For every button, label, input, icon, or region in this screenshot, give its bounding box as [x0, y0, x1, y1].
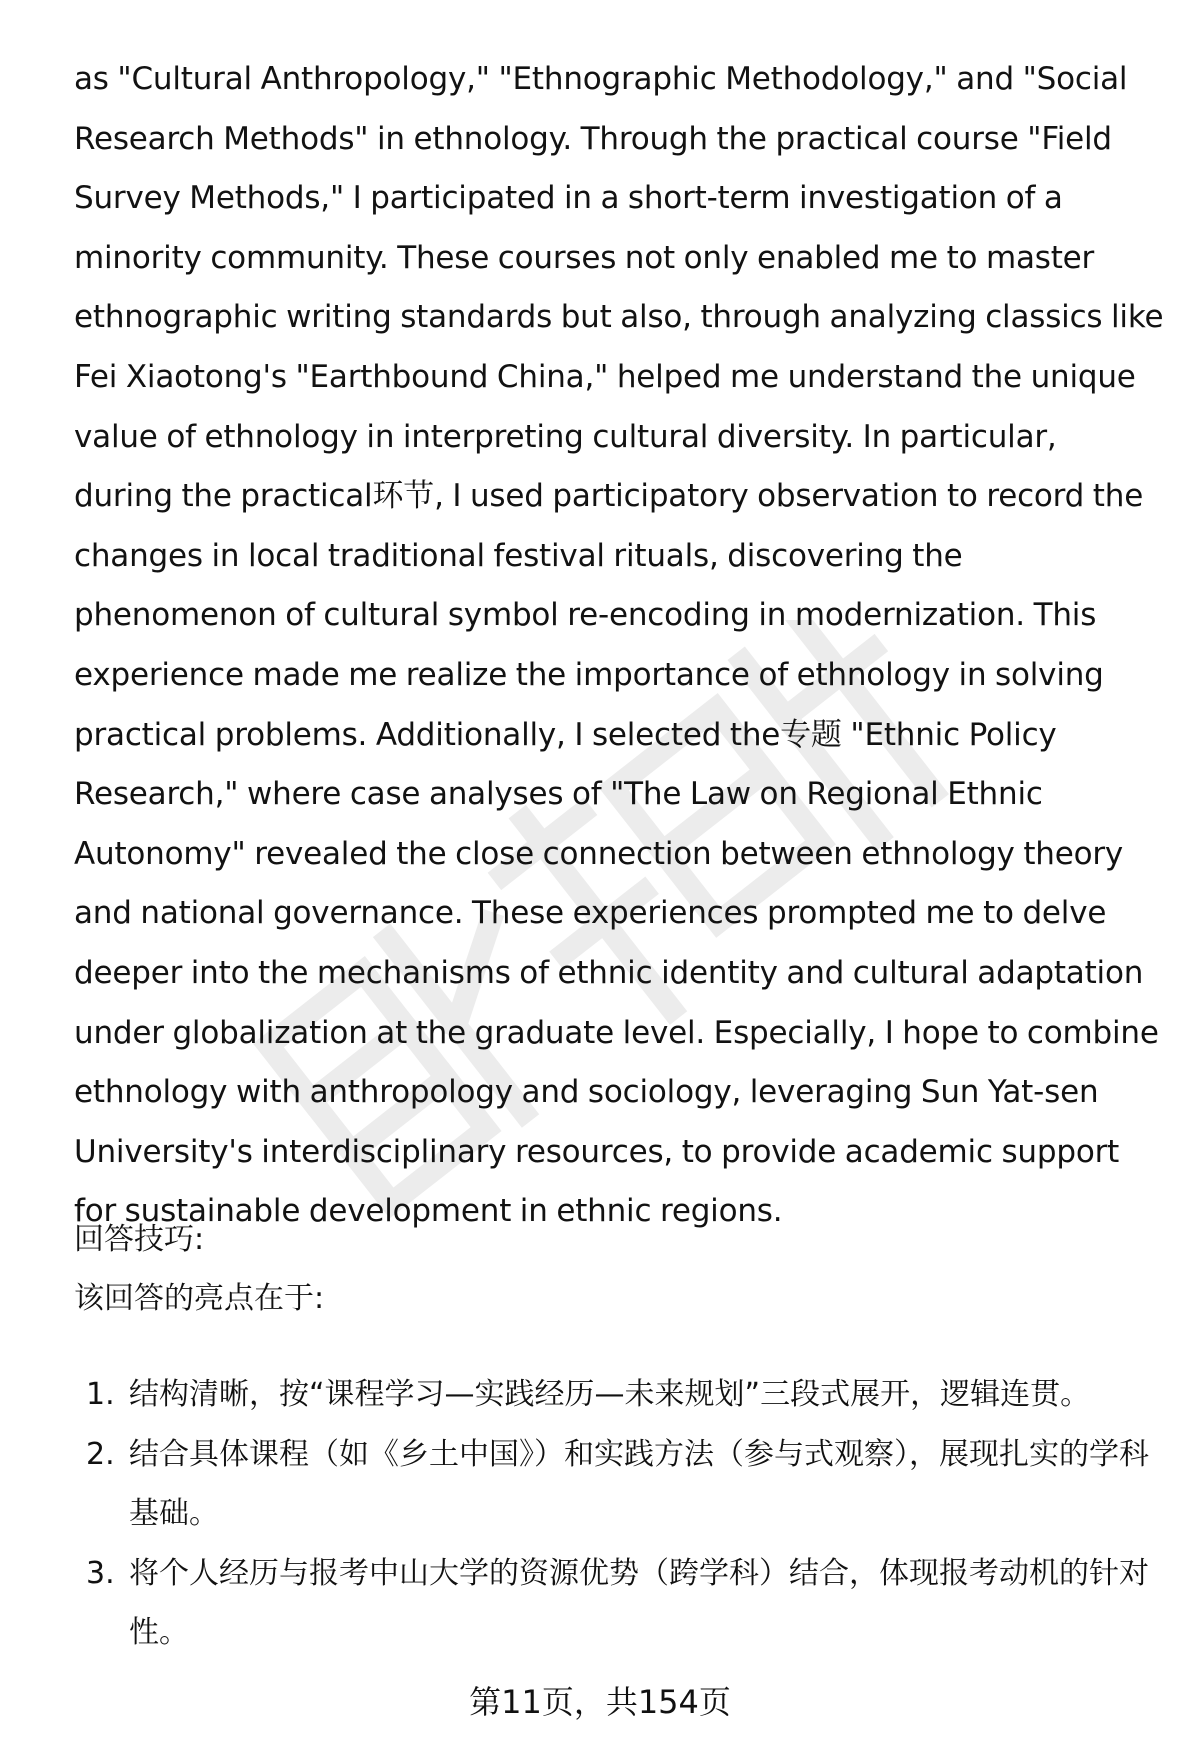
- tips-intro: 该回答的亮点在于:: [74, 1281, 325, 1316]
- list-item: [74, 1425, 1154, 1544]
- list-item-number: 1.: [86, 1377, 115, 1412]
- tips-heading: 回答技巧:: [74, 1222, 205, 1257]
- list-item-text: 将个人经历与报考中山大学的资源优势（跨学科）结合，体现报考动机的针对性。: [129, 1555, 1149, 1650]
- page-number: 第11页，共154页: [469, 1683, 731, 1721]
- list-item-text: 结合具体课程（如《乡土中国》）和实践方法（参与式观察），展现扎实的学科基础。: [129, 1436, 1149, 1531]
- list-item: [74, 1365, 1154, 1425]
- list-item: [74, 1544, 1154, 1663]
- list-item-text: 结构清晰，按“课程学习—实践经历—未来规划”三段式展开，逻辑连贯。: [129, 1377, 1091, 1412]
- body-paragraph: as "Cultural Anthropology," "Ethnographic Methodology," and "Social Research Methods" in ethnology. Through the practical course "Field Survey Methods," I participated in a short-term investigation of a minority community. These courses not only enabled me to master ethnographic writing standards but also, through analyzing classics like Fei Xiaotong's "Earthbound China," helped me understand the unique value of ethnology in interpreting cultural diversity. In particular, during the practical环节, I used participatory observation to record the changes in local traditional festival rituals, discovering the phenomenon of cultural symbol re-encoding in modernization. This experience made me realize the importance of ethnology in solving practical problems. Additionally, I selected the专题 "Ethnic Policy Research," where case analyses of "The Law on Regional Ethnic Autonomy" revealed the close connection between ethnology theory and national governance. These experiences prompted me to delve deeper into the mechanisms of ethnic identity and cultural adaptation under globalization at the graduate level. Especially, I hope to combine ethnology with anthropology and sociology, leveraging Sun Yat-sen University's interdisciplinary resources, to provide academic support for sustainable development in ethnic regions.: [74, 61, 1164, 1230]
- list-item-number: 3.: [86, 1555, 115, 1591]
- list-item-number: 2.: [86, 1436, 115, 1472]
- tips-list: [74, 1365, 1154, 1663]
